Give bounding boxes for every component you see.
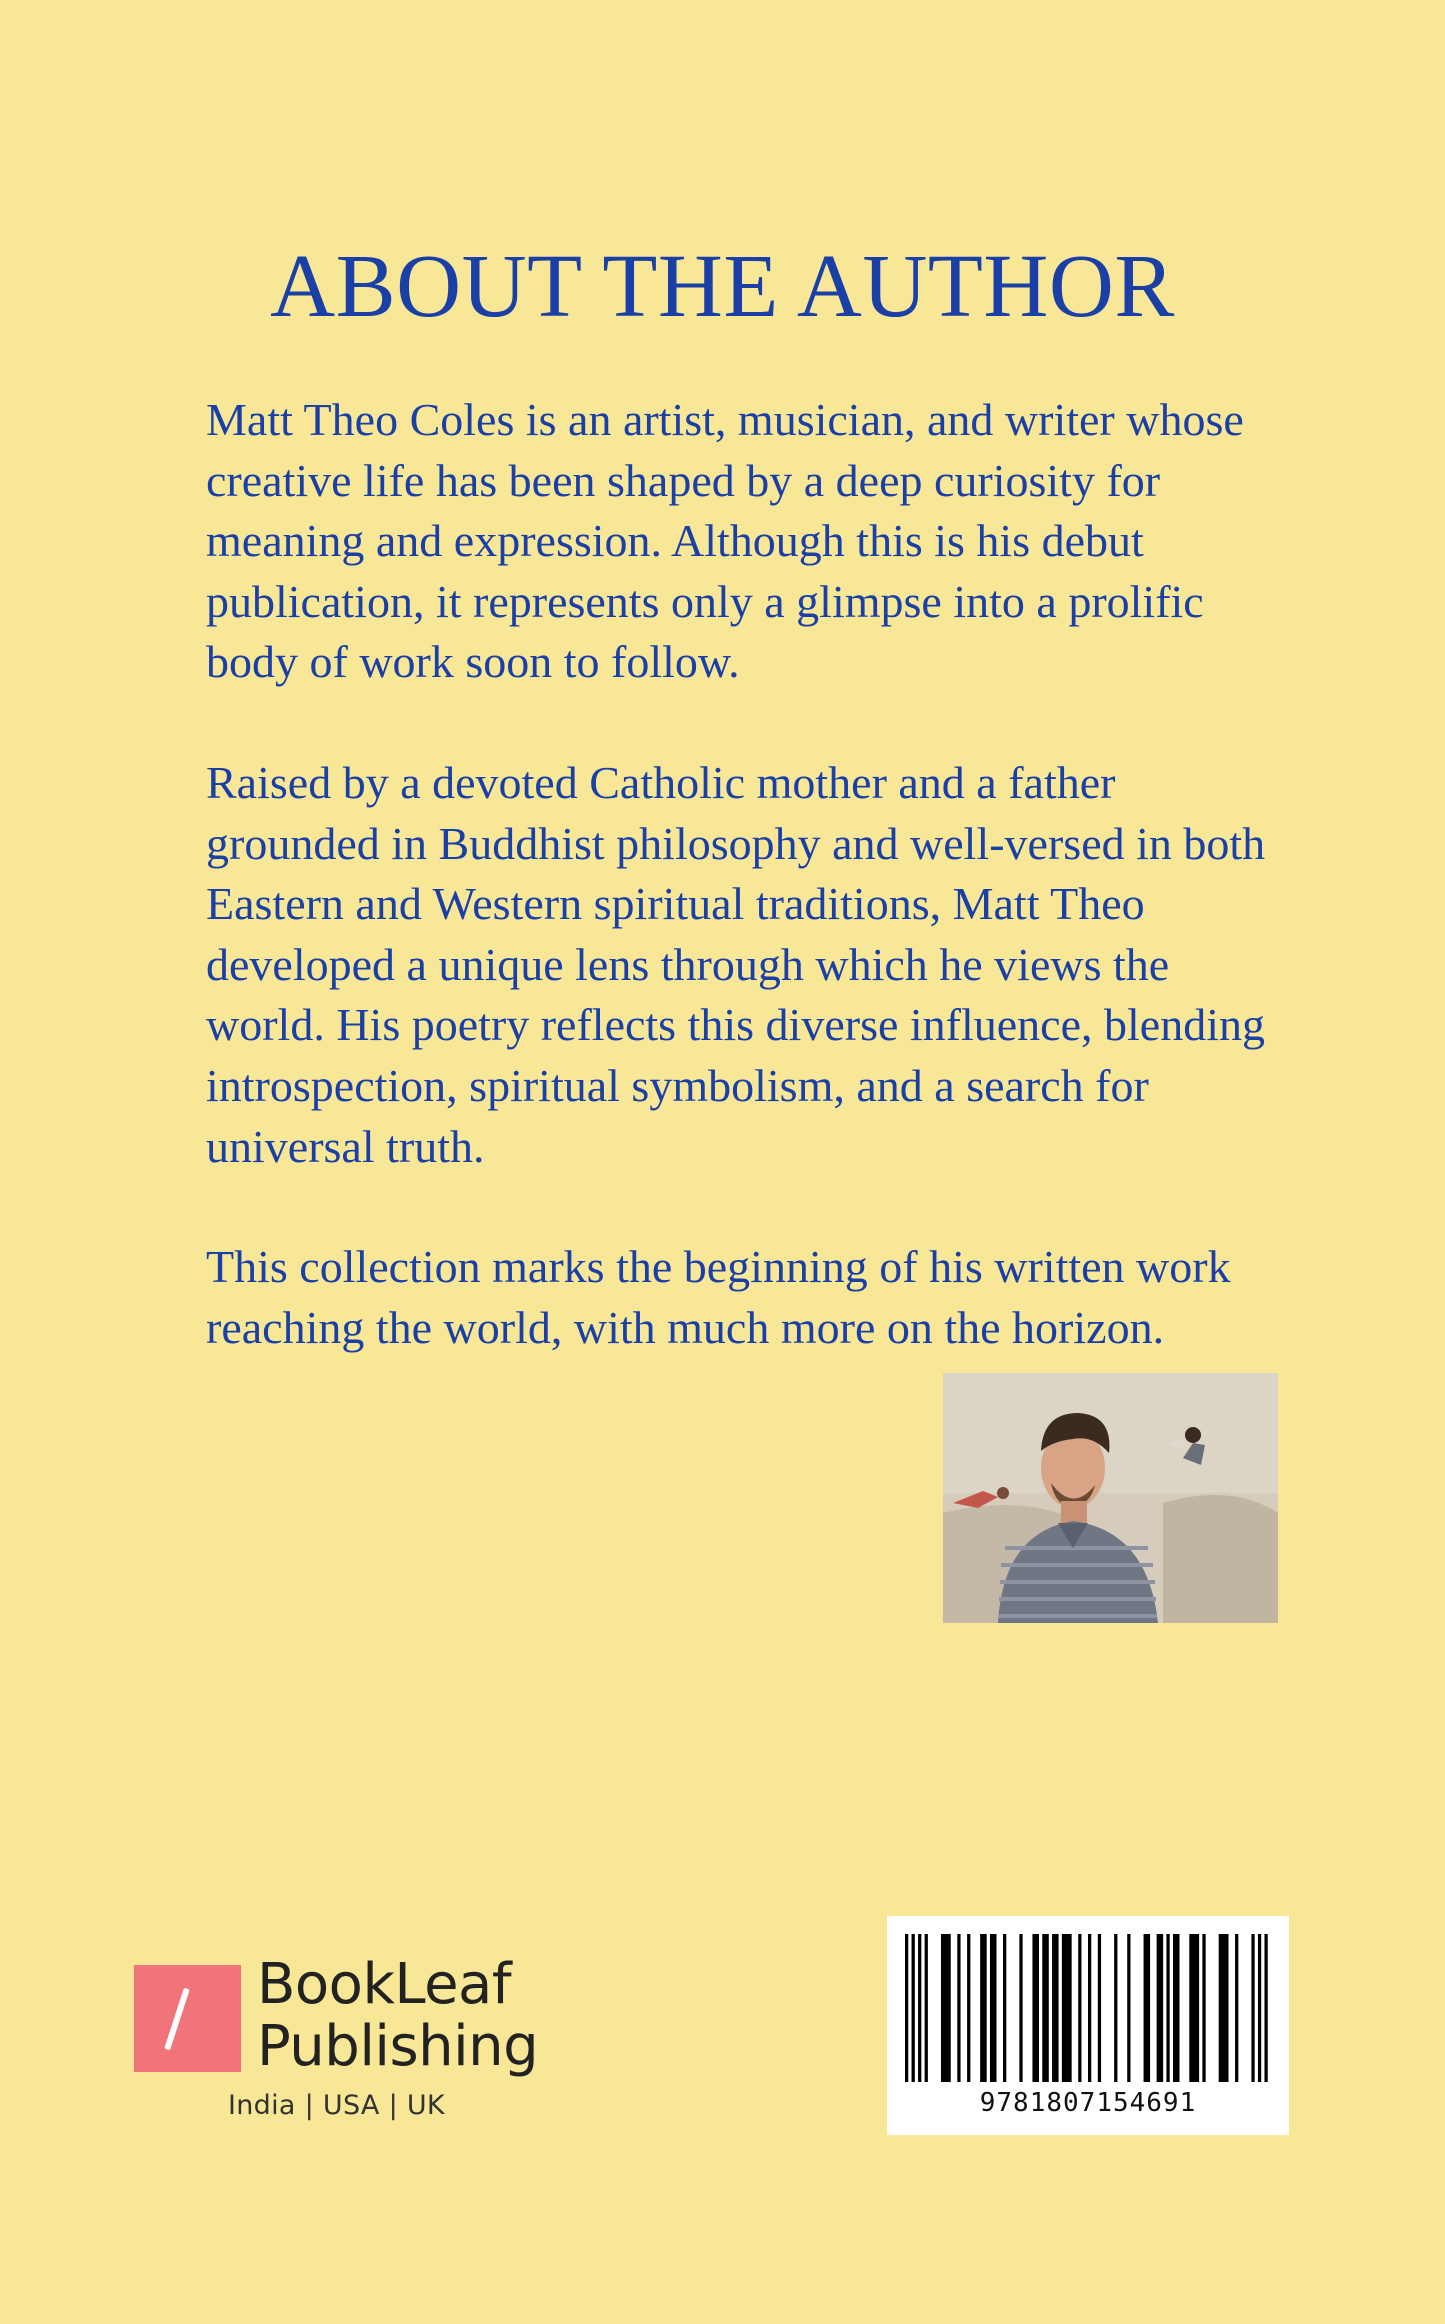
page-title: ABOUT THE AUTHOR: [270, 237, 1175, 336]
logo-mark: [134, 1965, 241, 2072]
barcode-bar: [905, 1934, 908, 2082]
barcode-bar: [1189, 1934, 1199, 2082]
author-bio: [206, 390, 1266, 1418]
bio-paragraph: Raised by a devoted Catholic mother and a father grounded in Buddhist philosophy and well-versed in both Eastern and Western spiritual traditions, Matt Theo developed a unique lens through which he views the world. His poetry reflects this diverse influence, blending introspection, spiritual symbolism, and a search for universal truth.: [206, 756, 1266, 1172]
barcode-bars: [905, 1934, 1271, 2082]
slash-icon: [164, 1988, 189, 2051]
barcode-bar: [957, 1934, 960, 2082]
barcode-bar: [1264, 1934, 1267, 2082]
isbn-number: 9781807154691: [979, 2088, 1197, 2118]
barcode-bar: [1078, 1934, 1081, 2082]
barcode-bar: [1019, 1934, 1022, 2082]
barcode-bar: [1173, 1934, 1180, 2082]
barcode-bar: [1098, 1934, 1101, 2082]
barcode-bar: [1114, 1934, 1117, 2082]
publisher-regions: India | USA | UK: [228, 2090, 445, 2121]
barcode-bar: [1157, 1934, 1164, 2082]
barcode-bar: [1235, 1934, 1238, 2082]
barcode-bar: [912, 1934, 915, 2082]
barcode-bar: [1062, 1934, 1072, 2082]
isbn-barcode: [887, 1916, 1289, 2135]
bio-paragraph: Matt Theo Coles is an artist, musician, and writer whose creative life has been shaped by a deep curiosity for meaning and expression. Although this is his debut publication, it represents only a glimpse into a prolific body of work soon to follow.: [206, 394, 1244, 688]
barcode-bar: [990, 1934, 997, 2082]
publisher-logo: [134, 1952, 554, 2079]
barcode-bar: [1144, 1934, 1151, 2082]
barcode-bar: [1202, 1934, 1205, 2082]
barcode-bar: [1088, 1934, 1091, 2082]
publisher-name: [257, 1954, 538, 2078]
publisher-name-line1: BookLeaf: [257, 1952, 512, 2017]
barcode-bar: [941, 1934, 951, 2082]
barcode-bar: [1258, 1934, 1261, 2082]
barcode-bar: [1127, 1934, 1130, 2082]
barcode-bar: [980, 1934, 987, 2082]
barcode-bar: [918, 1934, 921, 2082]
barcode-bar: [1219, 1934, 1229, 2082]
barcode-bar: [1251, 1934, 1254, 2082]
author-photo: [943, 1373, 1278, 1623]
barcode-bar: [1032, 1934, 1039, 2082]
barcode-bar: [925, 1934, 928, 2082]
barcode-bar: [1003, 1934, 1006, 2082]
barcode-bar: [1042, 1934, 1049, 2082]
barcode-bar: [967, 1934, 970, 2082]
publisher-name-line2: Publishing: [257, 2014, 539, 2079]
author-portrait-image: [943, 1373, 1278, 1623]
bio-paragraph: This collection marks the beginning of his written work reaching the world, with much more on the horizon.: [206, 1241, 1231, 1353]
barcode-bar: [1166, 1934, 1169, 2082]
barcode-bar: [1052, 1934, 1059, 2082]
